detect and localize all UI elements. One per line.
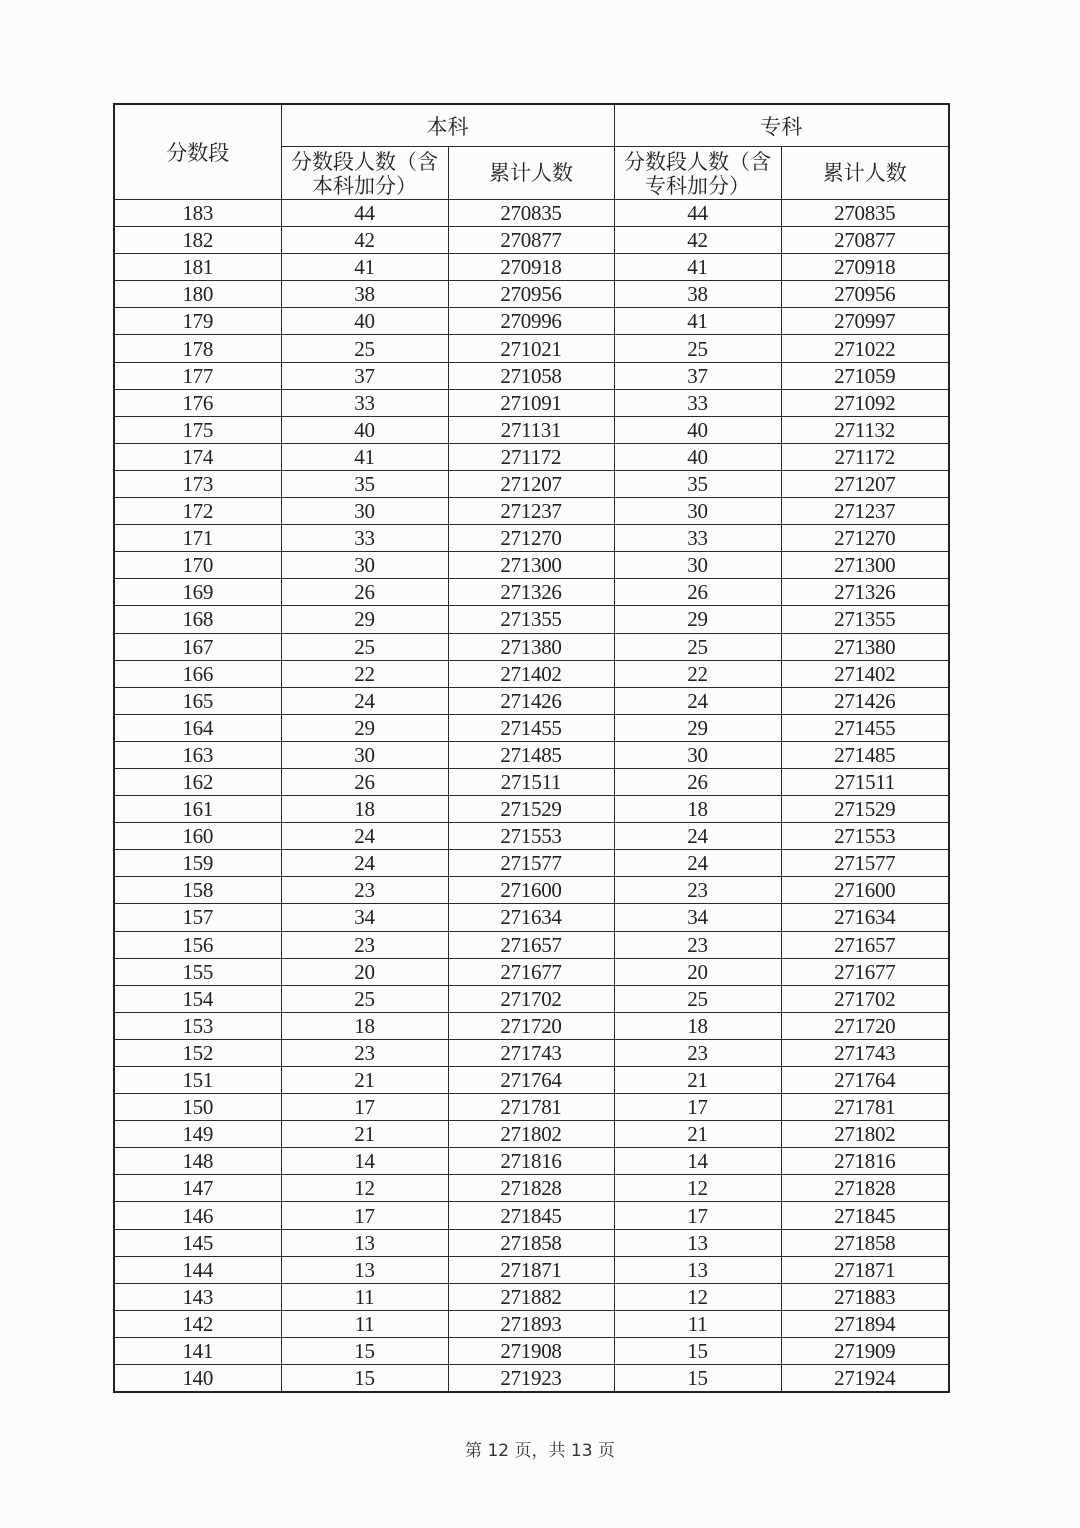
cell-vocational-count: 24 (614, 823, 781, 850)
cell-vocational-count: 30 (614, 552, 781, 579)
table-row (114, 958, 949, 985)
cell-score: 172 (114, 498, 281, 525)
cell-undergrad-count: 17 (281, 1202, 448, 1229)
cell-vocational-count: 33 (614, 389, 781, 416)
cell-undergrad-count: 23 (281, 1039, 448, 1066)
cell-vocational-count: 29 (614, 714, 781, 741)
cell-vocational-cumulative: 271172 (781, 443, 949, 470)
table-row (114, 687, 949, 714)
table-row (114, 552, 949, 579)
cell-undergrad-count: 33 (281, 525, 448, 552)
cell-vocational-count: 23 (614, 1039, 781, 1066)
cell-vocational-count: 26 (614, 768, 781, 795)
cell-undergrad-cumulative: 271816 (448, 1148, 614, 1175)
cell-score: 163 (114, 741, 281, 768)
cell-score: 161 (114, 796, 281, 823)
cell-score: 153 (114, 1012, 281, 1039)
cell-score: 168 (114, 606, 281, 633)
cell-vocational-count: 23 (614, 931, 781, 958)
cell-undergrad-cumulative: 271300 (448, 552, 614, 579)
cell-undergrad-cumulative: 271455 (448, 714, 614, 741)
cell-undergrad-cumulative: 271355 (448, 606, 614, 633)
cell-vocational-cumulative: 271657 (781, 931, 949, 958)
cell-undergrad-cumulative: 270877 (448, 227, 614, 254)
cell-undergrad-count: 26 (281, 768, 448, 795)
cell-undergrad-cumulative: 271529 (448, 796, 614, 823)
table-row (114, 470, 949, 497)
cell-undergrad-count: 24 (281, 687, 448, 714)
cell-vocational-count: 41 (614, 254, 781, 281)
cell-undergrad-count: 40 (281, 308, 448, 335)
table-row (114, 1039, 949, 1066)
cell-score: 165 (114, 687, 281, 714)
cell-undergrad-cumulative: 271553 (448, 823, 614, 850)
cell-undergrad-count: 12 (281, 1175, 448, 1202)
header-score-range: 分数段 (114, 104, 281, 200)
table-row (114, 741, 949, 768)
cell-vocational-cumulative: 271909 (781, 1337, 949, 1364)
cell-score: 174 (114, 443, 281, 470)
cell-undergrad-count: 40 (281, 416, 448, 443)
table-row (114, 1256, 949, 1283)
cell-undergrad-cumulative: 271600 (448, 877, 614, 904)
cell-undergrad-cumulative: 271828 (448, 1175, 614, 1202)
cell-vocational-cumulative: 271871 (781, 1256, 949, 1283)
table-row (114, 796, 949, 823)
cell-vocational-count: 26 (614, 579, 781, 606)
cell-score: 175 (114, 416, 281, 443)
cell-undergrad-cumulative: 271021 (448, 335, 614, 362)
cell-undergrad-cumulative: 270835 (448, 200, 614, 227)
cell-vocational-cumulative: 271677 (781, 958, 949, 985)
table-row (114, 660, 949, 687)
cell-undergrad-count: 18 (281, 1012, 448, 1039)
cell-score: 146 (114, 1202, 281, 1229)
cell-undergrad-count: 21 (281, 1067, 448, 1094)
cell-vocational-cumulative: 271720 (781, 1012, 949, 1039)
cell-vocational-count: 30 (614, 741, 781, 768)
cell-score: 150 (114, 1094, 281, 1121)
cell-vocational-cumulative: 270835 (781, 200, 949, 227)
cell-score: 182 (114, 227, 281, 254)
cell-undergrad-count: 30 (281, 498, 448, 525)
table-row (114, 633, 949, 660)
cell-vocational-count: 18 (614, 1012, 781, 1039)
cell-undergrad-count: 26 (281, 579, 448, 606)
cell-undergrad-cumulative: 270956 (448, 281, 614, 308)
cell-undergrad-cumulative: 271802 (448, 1121, 614, 1148)
cell-score: 179 (114, 308, 281, 335)
cell-score: 142 (114, 1310, 281, 1337)
cell-vocational-cumulative: 271883 (781, 1283, 949, 1310)
cell-score: 154 (114, 985, 281, 1012)
cell-undergrad-count: 30 (281, 741, 448, 768)
cell-vocational-cumulative: 271092 (781, 389, 949, 416)
cell-vocational-cumulative: 271764 (781, 1067, 949, 1094)
cell-score: 152 (114, 1039, 281, 1066)
cell-score: 148 (114, 1148, 281, 1175)
table-row (114, 579, 949, 606)
table-row (114, 1012, 949, 1039)
header-undergrad-cumulative: 累计人数 (448, 147, 614, 200)
header-vocational-count: 分数段人数（含专科加分） (614, 147, 781, 200)
cell-vocational-count: 12 (614, 1175, 781, 1202)
cell-score: 143 (114, 1283, 281, 1310)
cell-vocational-cumulative: 271511 (781, 768, 949, 795)
cell-undergrad-cumulative: 271485 (448, 741, 614, 768)
table-row (114, 335, 949, 362)
cell-undergrad-cumulative: 271577 (448, 850, 614, 877)
table-row (114, 498, 949, 525)
cell-undergrad-cumulative: 271091 (448, 389, 614, 416)
cell-score: 141 (114, 1337, 281, 1364)
table-row (114, 200, 949, 227)
cell-vocational-count: 17 (614, 1202, 781, 1229)
cell-vocational-cumulative: 271237 (781, 498, 949, 525)
cell-vocational-cumulative: 271455 (781, 714, 949, 741)
cell-undergrad-count: 11 (281, 1283, 448, 1310)
cell-vocational-cumulative: 271355 (781, 606, 949, 633)
cell-undergrad-count: 11 (281, 1310, 448, 1337)
table-row (114, 1094, 949, 1121)
cell-undergrad-cumulative: 271871 (448, 1256, 614, 1283)
cell-score: 147 (114, 1175, 281, 1202)
cell-vocational-cumulative: 271634 (781, 904, 949, 931)
cell-vocational-cumulative: 271402 (781, 660, 949, 687)
cell-undergrad-cumulative: 271720 (448, 1012, 614, 1039)
table-row (114, 525, 949, 552)
cell-undergrad-cumulative: 271657 (448, 931, 614, 958)
cell-score: 169 (114, 579, 281, 606)
table-row (114, 714, 949, 741)
cell-vocational-cumulative: 270956 (781, 281, 949, 308)
cell-vocational-cumulative: 271816 (781, 1148, 949, 1175)
table-row (114, 1148, 949, 1175)
cell-undergrad-count: 18 (281, 796, 448, 823)
table-row (114, 606, 949, 633)
cell-vocational-count: 40 (614, 416, 781, 443)
cell-vocational-count: 21 (614, 1067, 781, 1094)
cell-score: 158 (114, 877, 281, 904)
cell-score: 176 (114, 389, 281, 416)
cell-vocational-count: 25 (614, 335, 781, 362)
table-row (114, 362, 949, 389)
cell-undergrad-cumulative: 271764 (448, 1067, 614, 1094)
cell-undergrad-count: 44 (281, 200, 448, 227)
cell-undergrad-cumulative: 271845 (448, 1202, 614, 1229)
table-row (114, 1202, 949, 1229)
table-row (114, 389, 949, 416)
page-number-footer: 第 12 页，共 13 页 (465, 1441, 615, 1461)
cell-score: 180 (114, 281, 281, 308)
score-distribution-table (113, 103, 950, 1393)
table-row (114, 823, 949, 850)
cell-vocational-count: 34 (614, 904, 781, 931)
cell-score: 157 (114, 904, 281, 931)
cell-vocational-count: 15 (614, 1365, 781, 1393)
header-group-vocational: 专科 (614, 104, 949, 147)
cell-undergrad-count: 24 (281, 823, 448, 850)
cell-score: 144 (114, 1256, 281, 1283)
cell-vocational-count: 25 (614, 985, 781, 1012)
cell-vocational-cumulative: 270877 (781, 227, 949, 254)
cell-score: 181 (114, 254, 281, 281)
cell-vocational-count: 37 (614, 362, 781, 389)
cell-undergrad-cumulative: 271858 (448, 1229, 614, 1256)
cell-vocational-count: 23 (614, 877, 781, 904)
cell-vocational-cumulative: 271894 (781, 1310, 949, 1337)
cell-vocational-cumulative: 271059 (781, 362, 949, 389)
cell-vocational-count: 33 (614, 525, 781, 552)
cell-vocational-count: 11 (614, 1310, 781, 1337)
table-row (114, 227, 949, 254)
cell-undergrad-count: 35 (281, 470, 448, 497)
cell-undergrad-cumulative: 271326 (448, 579, 614, 606)
cell-undergrad-cumulative: 271882 (448, 1283, 614, 1310)
cell-undergrad-cumulative: 271402 (448, 660, 614, 687)
cell-vocational-count: 13 (614, 1229, 781, 1256)
cell-vocational-cumulative: 271702 (781, 985, 949, 1012)
cell-undergrad-cumulative: 271270 (448, 525, 614, 552)
table-row (114, 254, 949, 281)
table-row (114, 1229, 949, 1256)
cell-vocational-count: 18 (614, 796, 781, 823)
cell-score: 140 (114, 1365, 281, 1393)
cell-undergrad-count: 38 (281, 281, 448, 308)
cell-vocational-count: 14 (614, 1148, 781, 1175)
cell-vocational-count: 15 (614, 1337, 781, 1364)
table-row (114, 443, 949, 470)
cell-undergrad-count: 30 (281, 552, 448, 579)
cell-vocational-cumulative: 271326 (781, 579, 949, 606)
cell-vocational-cumulative: 271600 (781, 877, 949, 904)
cell-undergrad-count: 41 (281, 443, 448, 470)
cell-undergrad-count: 29 (281, 714, 448, 741)
table-row (114, 877, 949, 904)
cell-vocational-count: 44 (614, 200, 781, 227)
cell-vocational-cumulative: 271022 (781, 335, 949, 362)
cell-score: 151 (114, 1067, 281, 1094)
cell-undergrad-cumulative: 271058 (448, 362, 614, 389)
cell-vocational-cumulative: 271781 (781, 1094, 949, 1121)
cell-vocational-cumulative: 271380 (781, 633, 949, 660)
cell-undergrad-count: 15 (281, 1365, 448, 1393)
table-body (114, 200, 949, 1393)
table-row (114, 1365, 949, 1393)
cell-vocational-count: 17 (614, 1094, 781, 1121)
cell-vocational-count: 40 (614, 443, 781, 470)
cell-vocational-cumulative: 271207 (781, 470, 949, 497)
cell-undergrad-count: 42 (281, 227, 448, 254)
cell-undergrad-cumulative: 271677 (448, 958, 614, 985)
cell-undergrad-count: 20 (281, 958, 448, 985)
header-vocational-cumulative: 累计人数 (781, 147, 949, 200)
cell-undergrad-count: 33 (281, 389, 448, 416)
table-row (114, 1283, 949, 1310)
cell-undergrad-cumulative: 271743 (448, 1039, 614, 1066)
cell-vocational-count: 24 (614, 850, 781, 877)
cell-vocational-cumulative: 270918 (781, 254, 949, 281)
cell-score: 159 (114, 850, 281, 877)
cell-vocational-cumulative: 271858 (781, 1229, 949, 1256)
cell-undergrad-cumulative: 271380 (448, 633, 614, 660)
table-row (114, 850, 949, 877)
cell-vocational-cumulative: 271845 (781, 1202, 949, 1229)
cell-undergrad-cumulative: 271893 (448, 1310, 614, 1337)
cell-undergrad-cumulative: 271634 (448, 904, 614, 931)
table-row (114, 1310, 949, 1337)
cell-undergrad-cumulative: 271207 (448, 470, 614, 497)
table-row (114, 416, 949, 443)
cell-undergrad-count: 23 (281, 877, 448, 904)
cell-vocational-cumulative: 271529 (781, 796, 949, 823)
cell-undergrad-cumulative: 271908 (448, 1337, 614, 1364)
cell-score: 162 (114, 768, 281, 795)
header-group-undergraduate: 本科 (281, 104, 614, 147)
cell-score: 171 (114, 525, 281, 552)
cell-vocational-cumulative: 271300 (781, 552, 949, 579)
cell-undergrad-count: 24 (281, 850, 448, 877)
cell-score: 183 (114, 200, 281, 227)
cell-vocational-cumulative: 271828 (781, 1175, 949, 1202)
cell-vocational-cumulative: 271743 (781, 1039, 949, 1066)
cell-undergrad-count: 22 (281, 660, 448, 687)
cell-vocational-count: 13 (614, 1256, 781, 1283)
cell-undergrad-count: 13 (281, 1229, 448, 1256)
cell-undergrad-count: 21 (281, 1121, 448, 1148)
cell-undergrad-cumulative: 271172 (448, 443, 614, 470)
cell-undergrad-count: 25 (281, 335, 448, 362)
table-row (114, 985, 949, 1012)
cell-undergrad-count: 37 (281, 362, 448, 389)
cell-vocational-count: 22 (614, 660, 781, 687)
cell-vocational-count: 38 (614, 281, 781, 308)
cell-vocational-count: 41 (614, 308, 781, 335)
cell-undergrad-cumulative: 270918 (448, 254, 614, 281)
cell-score: 155 (114, 958, 281, 985)
table-row (114, 1337, 949, 1364)
cell-vocational-count: 24 (614, 687, 781, 714)
cell-vocational-count: 30 (614, 498, 781, 525)
cell-vocational-cumulative: 271132 (781, 416, 949, 443)
cell-score: 164 (114, 714, 281, 741)
cell-vocational-cumulative: 270997 (781, 308, 949, 335)
table-row (114, 768, 949, 795)
cell-undergrad-cumulative: 270996 (448, 308, 614, 335)
cell-undergrad-count: 23 (281, 931, 448, 958)
table-row (114, 281, 949, 308)
table-row (114, 904, 949, 931)
cell-score: 160 (114, 823, 281, 850)
cell-undergrad-count: 29 (281, 606, 448, 633)
cell-score: 177 (114, 362, 281, 389)
cell-vocational-cumulative: 271577 (781, 850, 949, 877)
cell-score: 178 (114, 335, 281, 362)
cell-vocational-cumulative: 271485 (781, 741, 949, 768)
cell-score: 173 (114, 470, 281, 497)
table-row (114, 1067, 949, 1094)
cell-undergrad-count: 17 (281, 1094, 448, 1121)
cell-undergrad-cumulative: 271702 (448, 985, 614, 1012)
cell-score: 145 (114, 1229, 281, 1256)
table-row (114, 308, 949, 335)
cell-undergrad-count: 41 (281, 254, 448, 281)
cell-vocational-cumulative: 271270 (781, 525, 949, 552)
cell-vocational-cumulative: 271924 (781, 1365, 949, 1393)
cell-undergrad-count: 25 (281, 985, 448, 1012)
cell-vocational-count: 21 (614, 1121, 781, 1148)
cell-undergrad-cumulative: 271511 (448, 768, 614, 795)
cell-vocational-cumulative: 271553 (781, 823, 949, 850)
cell-vocational-count: 12 (614, 1283, 781, 1310)
header-undergrad-count: 分数段人数（含本科加分） (281, 147, 448, 200)
table-row (114, 931, 949, 958)
cell-vocational-count: 29 (614, 606, 781, 633)
cell-score: 149 (114, 1121, 281, 1148)
cell-vocational-cumulative: 271802 (781, 1121, 949, 1148)
cell-vocational-cumulative: 271426 (781, 687, 949, 714)
cell-score: 167 (114, 633, 281, 660)
table-row (114, 1175, 949, 1202)
cell-undergrad-cumulative: 271923 (448, 1365, 614, 1393)
cell-undergrad-cumulative: 271131 (448, 416, 614, 443)
cell-undergrad-cumulative: 271426 (448, 687, 614, 714)
cell-undergrad-count: 34 (281, 904, 448, 931)
cell-vocational-count: 35 (614, 470, 781, 497)
cell-score: 156 (114, 931, 281, 958)
cell-vocational-count: 20 (614, 958, 781, 985)
cell-score: 166 (114, 660, 281, 687)
cell-vocational-count: 42 (614, 227, 781, 254)
cell-undergrad-count: 13 (281, 1256, 448, 1283)
cell-undergrad-count: 14 (281, 1148, 448, 1175)
cell-vocational-count: 25 (614, 633, 781, 660)
cell-score: 170 (114, 552, 281, 579)
table-row (114, 1121, 949, 1148)
cell-undergrad-cumulative: 271237 (448, 498, 614, 525)
table-header (114, 104, 949, 200)
cell-undergrad-cumulative: 271781 (448, 1094, 614, 1121)
cell-undergrad-count: 25 (281, 633, 448, 660)
cell-undergrad-count: 15 (281, 1337, 448, 1364)
